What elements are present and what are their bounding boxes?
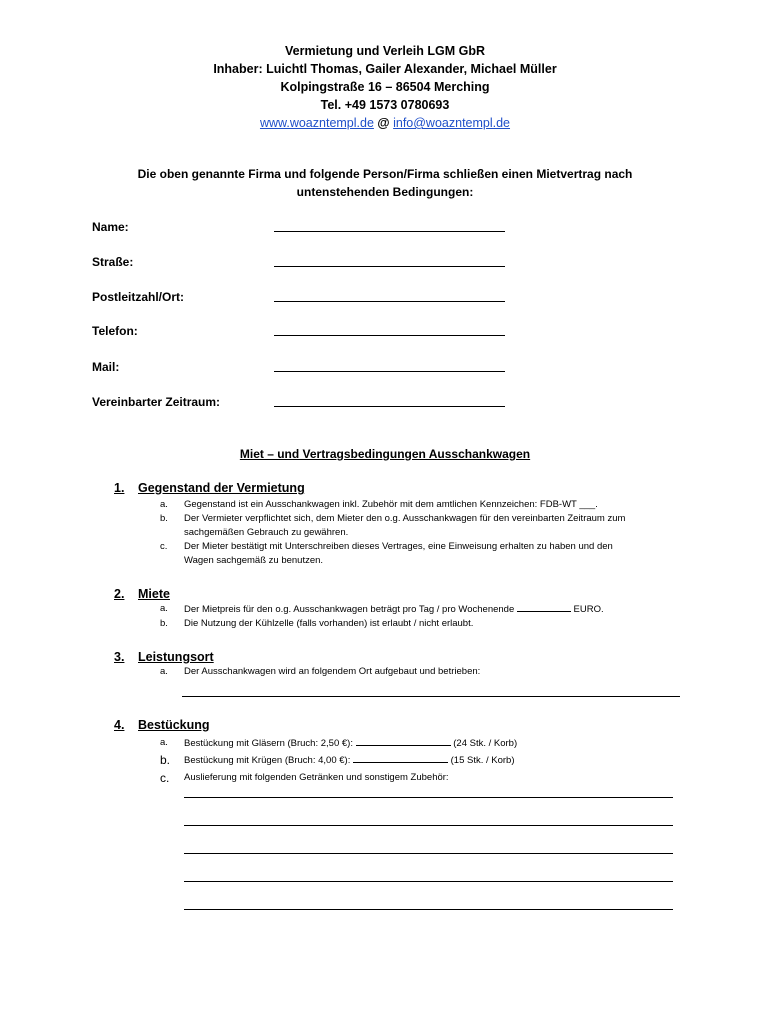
conditions-title: [0, 445, 770, 463]
section-number: 3.: [114, 650, 125, 664]
fill-line[interactable]: [274, 406, 505, 407]
item-marker: c.: [160, 541, 168, 552]
letterhead: [0, 42, 770, 132]
item-text-after: EURO.: [573, 604, 604, 615]
item-marker: b.: [160, 513, 168, 524]
item-marker: b.: [160, 618, 168, 629]
field-label: Telefon:: [92, 324, 138, 338]
price-blank[interactable]: [517, 602, 571, 612]
section-heading: [114, 479, 305, 497]
supplies-fill-line[interactable]: [184, 853, 673, 854]
location-fill-line[interactable]: [182, 696, 680, 697]
section-number: 1.: [114, 481, 125, 495]
item-marker: a.: [160, 603, 168, 614]
item-marker: b.: [160, 753, 171, 767]
item-text: Wagen sachgemäß zu benutzen.: [184, 555, 324, 566]
item-text: Auslieferung mit folgenden Getränken und sonstigem Zubehör:: [184, 772, 449, 783]
fill-line[interactable]: [274, 371, 505, 372]
section-heading: [114, 585, 170, 603]
item-text-before: Bestückung mit Gläsern (Bruch: 2,50 €):: [184, 738, 353, 749]
section-title: Miete: [138, 587, 170, 601]
contact-links: [0, 114, 770, 132]
section-number: 2.: [114, 587, 125, 601]
item-text: Die Nutzung der Kühlzelle (falls vorhanden) ist erlaubt / nicht erlaubt.: [184, 618, 474, 629]
item-text: Der Vermieter verpflichtet sich, dem Mieter den o.g. Ausschankwagen für den vereinbarten Zeitraum zum: [184, 513, 626, 524]
item-marker: a.: [160, 499, 168, 510]
supplies-fill-line[interactable]: [184, 881, 673, 882]
supplies-fill-line[interactable]: [184, 797, 673, 798]
field-mail: [92, 358, 522, 376]
field-name: [92, 218, 522, 236]
at-separator: @: [377, 116, 390, 130]
conditions-title-text: Miet – und Vertragsbedingungen Ausschankwagen: [239, 447, 531, 461]
field-label: Straße:: [92, 255, 134, 269]
company-phone: Tel. +49 1573 0780693: [320, 98, 450, 112]
item-text-before: Der Mietpreis für den o.g. Ausschankwagen beträgt pro Tag / pro Wochenende: [184, 604, 515, 615]
field-label: Postleitzahl/Ort:: [92, 290, 185, 304]
field-period: [92, 393, 522, 411]
item-text-after: (24 Stk. / Korb): [453, 738, 518, 749]
supplies-fill-line[interactable]: [184, 825, 673, 826]
mugs-blank[interactable]: [353, 753, 448, 763]
company-name: Vermietung und Verleih LGM GbR: [284, 44, 486, 58]
item-marker: c.: [160, 771, 170, 785]
email-link[interactable]: info@woazntempl.de: [393, 116, 511, 130]
fill-line[interactable]: [274, 335, 505, 336]
glasses-blank[interactable]: [356, 736, 451, 746]
supplies-fill-line[interactable]: [184, 909, 673, 910]
field-street: [92, 253, 522, 271]
item-text: Der Ausschankwagen wird an folgendem Ort aufgebaut und betrieben:: [184, 666, 481, 677]
section-heading: [114, 648, 214, 666]
section-title: Gegenstand der Vermietung: [138, 481, 305, 495]
field-label: Vereinbarter Zeitraum:: [92, 395, 221, 409]
item-text: Der Mieter bestätigt mit Unterschreiben dieses Vertrages, eine Einweisung erhalten zu haben und den: [184, 541, 613, 552]
section-heading: [114, 716, 210, 734]
owners: Inhaber: Luichtl Thomas, Gailer Alexander, Michael Müller: [213, 62, 557, 76]
fill-line[interactable]: [274, 301, 505, 302]
item-text-before: Bestückung mit Krügen (Bruch: 4,00 €):: [184, 755, 351, 766]
section-title: Bestückung: [138, 718, 210, 732]
item-text: sachgemäßen Gebrauch zu gewähren.: [184, 527, 349, 538]
field-label: Mail:: [92, 360, 120, 374]
section-number: 4.: [114, 718, 125, 732]
item-marker: a.: [160, 666, 168, 677]
section-title: Leistungsort: [138, 650, 214, 664]
item-text: Gegenstand ist ein Ausschankwagen inkl. Zubehör mit dem amtlichen Kennzeichen: FDB-WT ___.: [184, 499, 598, 510]
item-text-after: (15 Stk. / Korb): [450, 755, 515, 766]
company-address: Kolpingstraße 16 – 86504 Merching: [280, 80, 490, 94]
item-text: [184, 753, 674, 768]
fill-line[interactable]: [274, 266, 505, 267]
field-label: Name:: [92, 220, 129, 234]
field-phone: [92, 322, 522, 340]
field-postcode-city: [92, 288, 522, 306]
item-marker: a.: [160, 737, 168, 748]
intro-text: [100, 165, 670, 201]
item-text: [184, 602, 674, 617]
intro-line-2: untenstehenden Bedingungen:: [296, 185, 474, 199]
website-link[interactable]: www.woazntempl.de: [259, 116, 374, 130]
item-text: [184, 736, 674, 751]
fill-line[interactable]: [274, 231, 505, 232]
intro-line-1: Die oben genannte Firma und folgende Person/Firma schließen einen Mietvertrag nach: [137, 167, 633, 181]
